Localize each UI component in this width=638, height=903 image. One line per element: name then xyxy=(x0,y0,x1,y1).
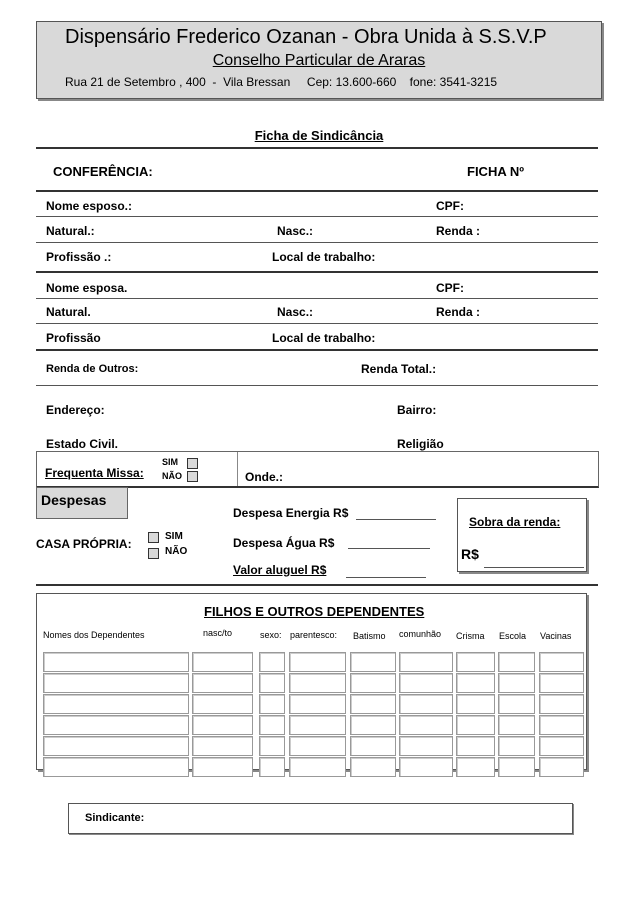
dependent-cell[interactable] xyxy=(259,652,285,672)
dependent-cell[interactable] xyxy=(350,757,396,777)
col-header: Batismo xyxy=(353,631,386,641)
husband-nasc-label: Nasc.: xyxy=(277,224,314,238)
header-subtitle: Conselho Particular de Araras xyxy=(212,52,426,69)
col-header: Nomes dos Dependentes xyxy=(43,630,145,640)
divider xyxy=(36,298,598,299)
divider xyxy=(36,323,598,324)
dependent-cell[interactable] xyxy=(539,736,584,756)
dependent-cell[interactable] xyxy=(539,715,584,735)
dependent-cell[interactable] xyxy=(192,694,253,714)
col-header: Crisma xyxy=(456,631,485,641)
form-title: Ficha de Sindicância xyxy=(254,128,384,143)
dependent-cell[interactable] xyxy=(259,694,285,714)
casa-sim-checkbox[interactable] xyxy=(148,532,159,543)
dependent-cell[interactable] xyxy=(456,652,495,672)
dependent-cell[interactable] xyxy=(539,694,584,714)
dependent-cell[interactable] xyxy=(456,757,495,777)
divider xyxy=(36,190,598,192)
dependent-cell[interactable] xyxy=(43,694,189,714)
dependent-cell[interactable] xyxy=(350,694,396,714)
dependent-cell[interactable] xyxy=(498,694,535,714)
renda-outros-label: Renda de Outros: xyxy=(46,363,139,375)
husband-name-label: Nome esposo.: xyxy=(46,199,133,213)
despesas-title: Despesas xyxy=(36,487,128,519)
casa-sim-label: SIM xyxy=(165,531,183,542)
husband-cpf-label: CPF: xyxy=(436,199,464,213)
dependent-cell[interactable] xyxy=(43,652,189,672)
estado-civil-label: Estado Civil. xyxy=(46,437,119,451)
renda-total-label: Renda Total.: xyxy=(361,362,437,376)
wife-cpf-label: CPF: xyxy=(436,281,464,295)
dependent-cell[interactable] xyxy=(399,736,453,756)
col-header: Vacinas xyxy=(540,631,572,641)
col-header: parentesco: xyxy=(290,630,338,640)
dependent-cell[interactable] xyxy=(350,673,396,693)
bairro-label: Bairro: xyxy=(397,403,437,417)
dependent-cell[interactable] xyxy=(539,673,584,693)
divider xyxy=(36,349,598,351)
dependent-cell[interactable] xyxy=(43,736,189,756)
husband-local-label: Local de trabalho: xyxy=(272,250,376,264)
sobra-currency: R$ xyxy=(461,546,479,562)
divider xyxy=(36,271,598,273)
wife-natural-label: Natural. xyxy=(46,305,91,319)
divider xyxy=(36,216,598,217)
col-header: nasc/to xyxy=(203,628,233,638)
aluguel-label: Valor aluguel R$ xyxy=(233,563,327,577)
dependent-cell[interactable] xyxy=(192,736,253,756)
col-header: Escola xyxy=(499,631,527,641)
casa-nao-label: NÃO xyxy=(165,546,188,557)
missa-sim-label: SIM xyxy=(162,457,179,467)
wife-profissao-label: Profissão xyxy=(46,331,101,345)
dependent-cell[interactable] xyxy=(192,673,253,693)
dependent-cell[interactable] xyxy=(399,715,453,735)
dependent-cell[interactable] xyxy=(399,757,453,777)
divider xyxy=(36,584,598,586)
dependent-cell[interactable] xyxy=(456,715,495,735)
dependent-cell[interactable] xyxy=(289,694,346,714)
dependent-cell[interactable] xyxy=(259,673,285,693)
dependent-cell[interactable] xyxy=(289,715,346,735)
dependent-cell[interactable] xyxy=(350,652,396,672)
dependent-cell[interactable] xyxy=(498,736,535,756)
missa-sim-checkbox[interactable] xyxy=(187,458,198,469)
dependent-cell[interactable] xyxy=(259,736,285,756)
husband-profissao-label: Profissão .: xyxy=(46,250,112,264)
energia-label: Despesa Energia R$ xyxy=(233,506,349,520)
dependent-cell[interactable] xyxy=(539,757,584,777)
husband-renda-label: Renda : xyxy=(436,224,481,238)
dependent-cell[interactable] xyxy=(350,736,396,756)
missa-nao-label: NÃO xyxy=(162,471,182,481)
aluguel-line xyxy=(346,577,426,578)
wife-name-label: Nome esposa. xyxy=(46,281,128,295)
sobra-line xyxy=(484,567,584,568)
dependent-cell[interactable] xyxy=(259,757,285,777)
header-box xyxy=(36,21,602,99)
dependent-cell[interactable] xyxy=(259,715,285,735)
dependent-cell[interactable] xyxy=(539,652,584,672)
dependent-cell[interactable] xyxy=(498,673,535,693)
husband-natural-label: Natural.: xyxy=(46,224,95,238)
dependent-cell[interactable] xyxy=(289,652,346,672)
agua-label: Despesa Água R$ xyxy=(233,536,335,550)
casa-propria-label: CASA PRÓPRIA: xyxy=(36,537,132,551)
col-header: sexo: xyxy=(260,630,282,640)
conferencia-label: CONFERÊNCIA: xyxy=(53,164,153,179)
header-address: Rua 21 de Setembro , 400 - Vila Bressan Cep: 13.600-660 fone: 3541-3215 xyxy=(65,75,498,89)
dependent-cell[interactable] xyxy=(399,694,453,714)
dependent-cell[interactable] xyxy=(456,694,495,714)
wife-local-label: Local de trabalho: xyxy=(272,331,376,345)
endereco-label: Endereço: xyxy=(46,403,105,417)
dependent-cell[interactable] xyxy=(192,715,253,735)
dependent-cell[interactable] xyxy=(456,673,495,693)
wife-renda-label: Renda : xyxy=(436,305,481,319)
dependent-cell[interactable] xyxy=(498,757,535,777)
dependents-title: FILHOS E OUTROS DEPENDENTES xyxy=(204,604,425,619)
wife-nasc-label: Nasc.: xyxy=(277,305,314,319)
dependent-cell[interactable] xyxy=(350,715,396,735)
dependent-cell[interactable] xyxy=(456,736,495,756)
energia-line xyxy=(356,519,436,520)
dependent-cell[interactable] xyxy=(43,715,189,735)
agua-line xyxy=(348,548,430,549)
dependent-cell[interactable] xyxy=(192,652,253,672)
dependent-cell[interactable] xyxy=(43,673,189,693)
dependent-cell[interactable] xyxy=(498,715,535,735)
casa-nao-checkbox[interactable] xyxy=(148,548,159,559)
dependent-cell[interactable] xyxy=(289,736,346,756)
sindicante-label: Sindicante: xyxy=(85,812,145,824)
missa-divider xyxy=(237,452,238,486)
divider xyxy=(36,385,598,386)
religiao-label: Religião xyxy=(397,437,444,451)
header-title: Dispensário Frederico Ozanan - Obra Unida à S.S.V.P xyxy=(65,26,547,48)
missa-label: Frequenta Missa: xyxy=(45,466,144,480)
dependent-cell[interactable] xyxy=(289,757,346,777)
missa-nao-checkbox[interactable] xyxy=(187,471,198,482)
dependent-cell[interactable] xyxy=(399,673,453,693)
onde-label: Onde.: xyxy=(245,470,283,484)
dependent-cell[interactable] xyxy=(498,652,535,672)
divider xyxy=(36,147,598,149)
divider xyxy=(36,242,598,243)
ficha-label: FICHA Nº xyxy=(467,164,524,179)
dependent-cell[interactable] xyxy=(399,652,453,672)
dependent-cell[interactable] xyxy=(192,757,253,777)
dependent-cell[interactable] xyxy=(43,757,189,777)
col-header: comunhão xyxy=(399,629,442,639)
sobra-label: Sobra da renda: xyxy=(469,515,561,529)
dependent-cell[interactable] xyxy=(289,673,346,693)
